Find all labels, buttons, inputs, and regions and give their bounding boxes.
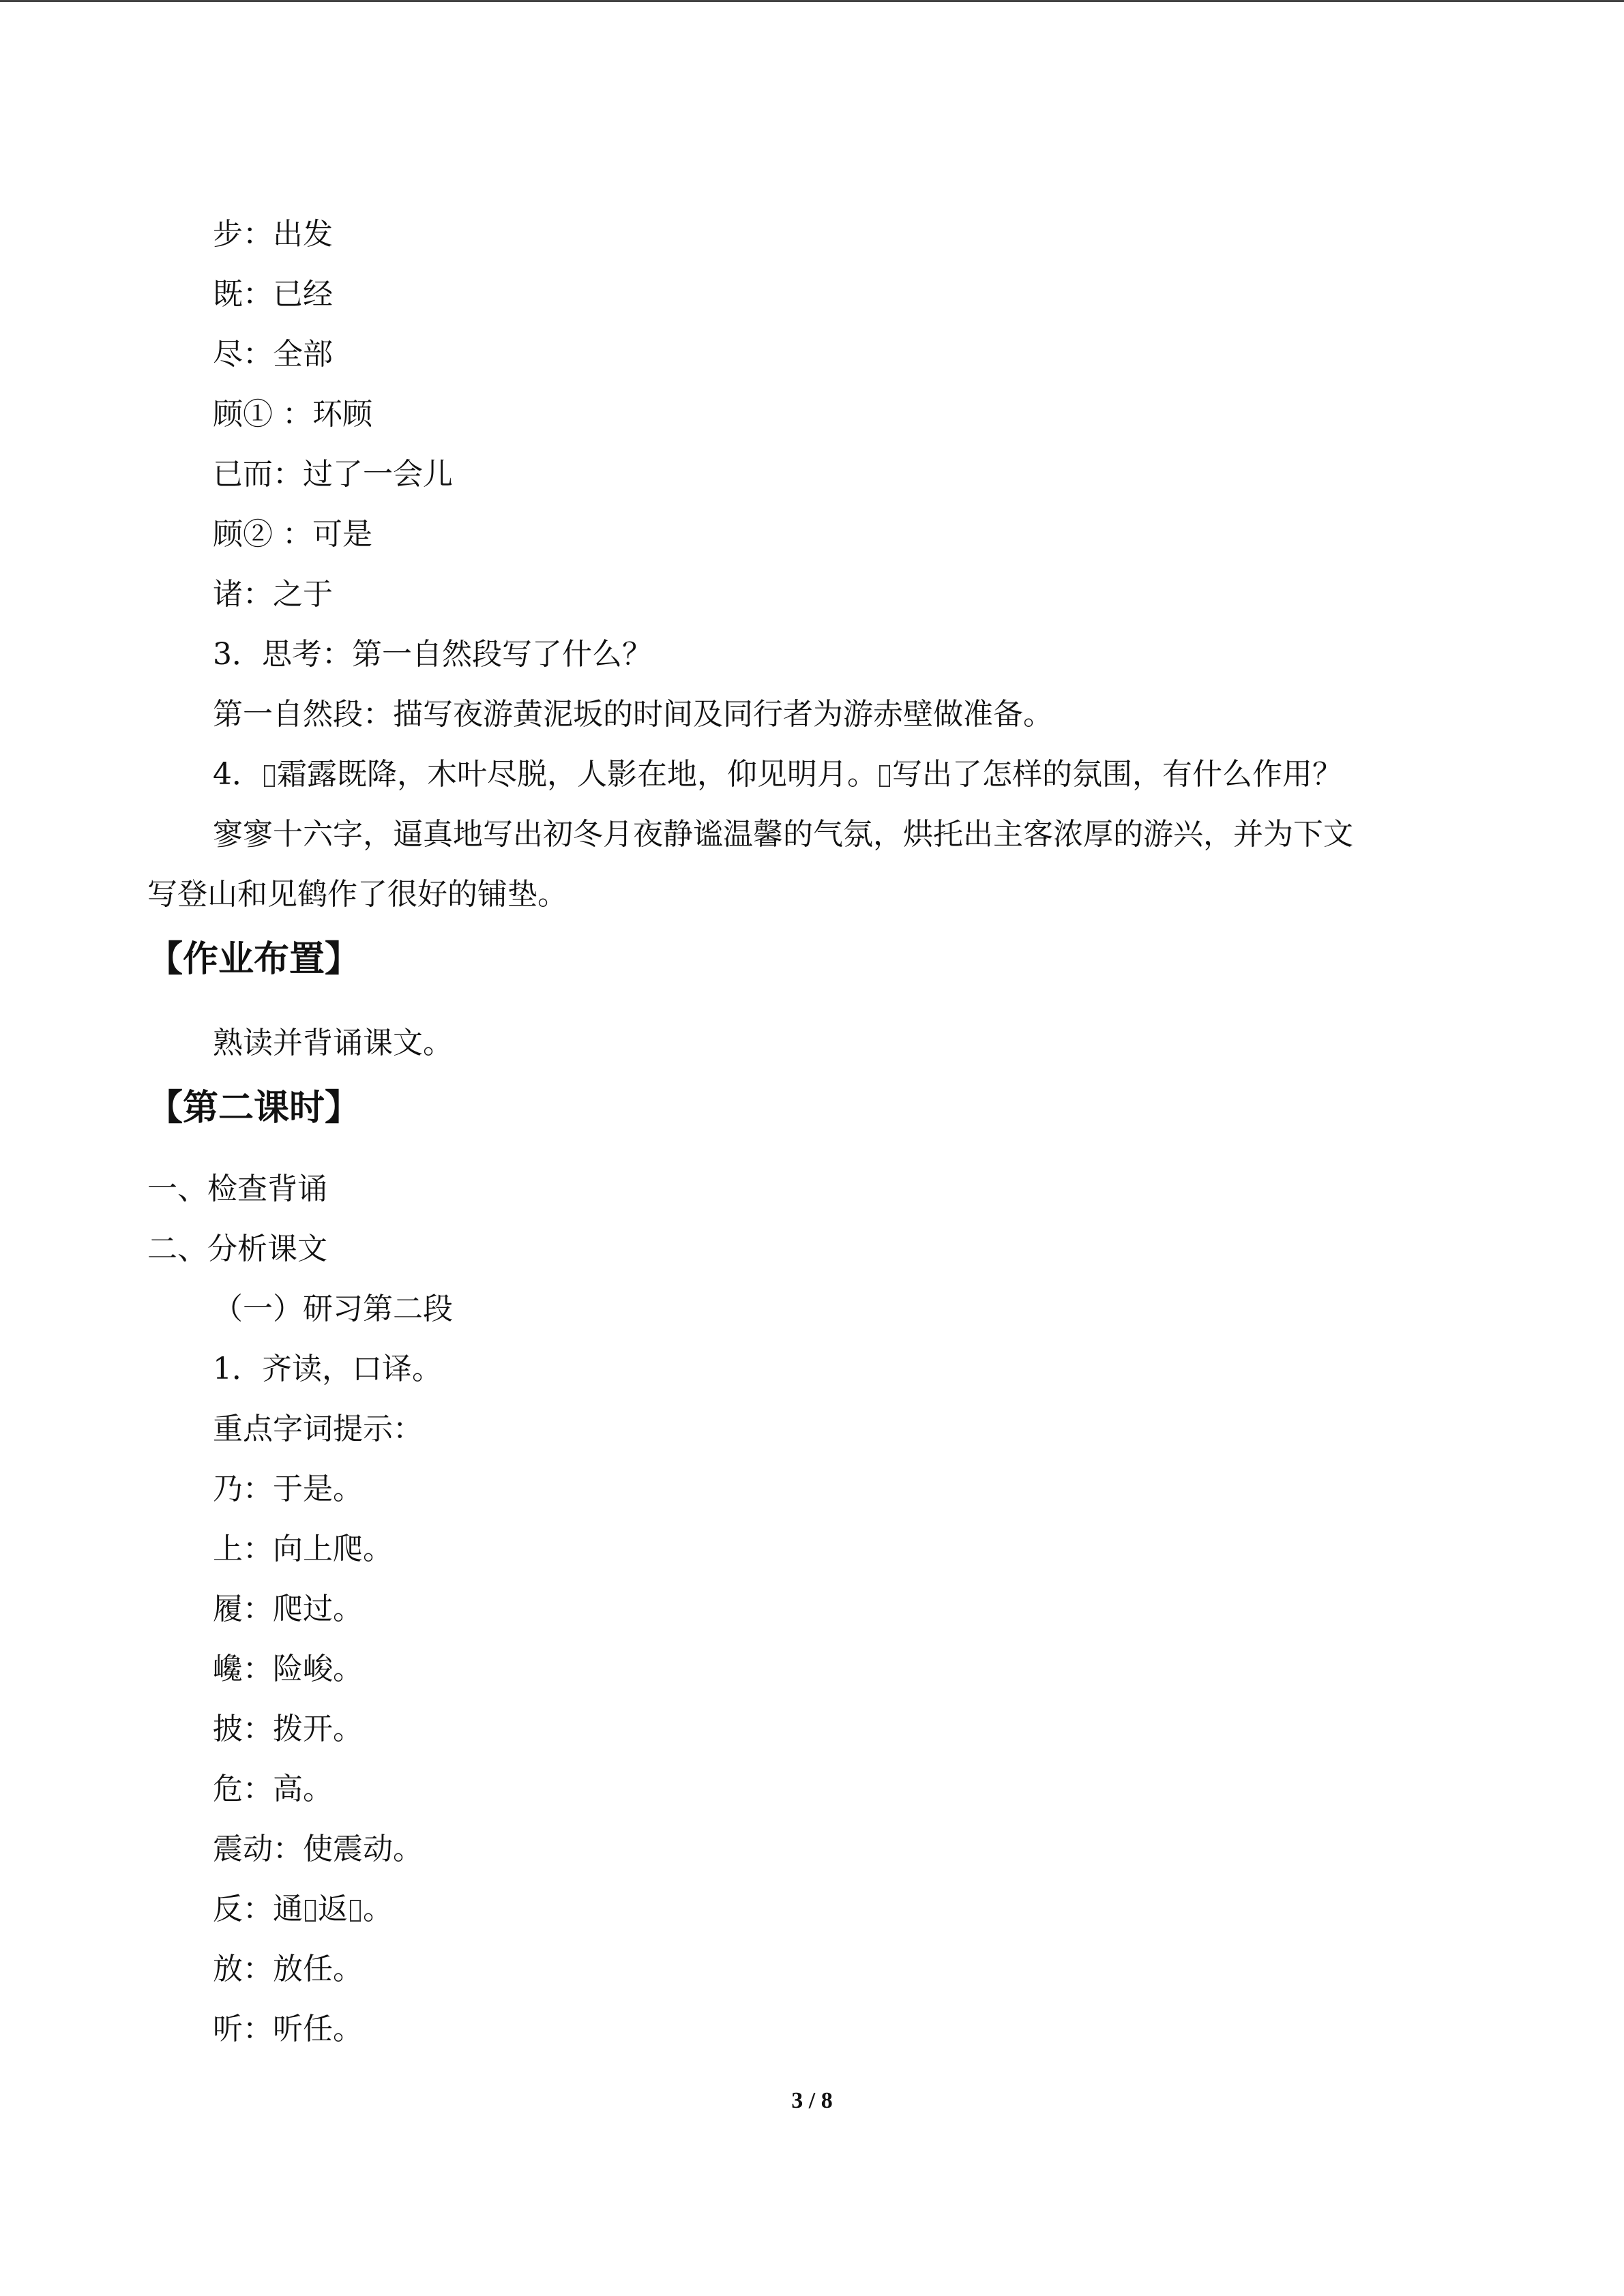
text-line: 已而：过了一会儿 xyxy=(213,457,453,492)
missing-glyph-box xyxy=(879,765,890,787)
text-line xyxy=(213,754,1342,795)
text-line xyxy=(213,1889,393,1930)
text-line: 巉：险峻。 xyxy=(213,1652,363,1686)
top-border xyxy=(0,0,1624,2)
section-heading: 【作业布置】 xyxy=(147,939,361,980)
text-line: 听：听任。 xyxy=(213,2012,363,2046)
text-line: 1．齐读，口译。 xyxy=(213,1352,442,1386)
text-line: 步：出发 xyxy=(213,217,333,252)
missing-glyph-box xyxy=(264,765,275,787)
text-line: 熟读并背诵课文。 xyxy=(213,1026,453,1060)
missing-glyph-box xyxy=(350,1900,361,1922)
section-heading: 【第二课时】 xyxy=(147,1088,361,1129)
text-line: 上：向上爬。 xyxy=(213,1532,393,1566)
text-line: 顾① ：环顾 xyxy=(213,397,372,432)
text-line: 危：高。 xyxy=(213,1772,333,1806)
text-line: 二、分析课文 xyxy=(147,1232,327,1266)
text-segment: 。 xyxy=(363,1892,393,1926)
text-line: 乃：于是。 xyxy=(213,1472,363,1506)
text-line: （一）研习第二段 xyxy=(213,1292,453,1326)
text-line: 一、检查背诵 xyxy=(147,1172,327,1206)
text-line: 披：拨开。 xyxy=(213,1712,363,1746)
text-line: 寥寥十六字，逼真地写出初冬月夜静谧温馨的气氛，烘托出主客浓厚的游兴，并为下文 xyxy=(213,817,1353,852)
text-line: 重点字词提示： xyxy=(213,1412,423,1446)
page-number: 3 / 8 xyxy=(791,2088,833,2113)
text-segment: 4． xyxy=(213,757,262,792)
text-segment: 返 xyxy=(318,1892,348,1926)
text-line: 放：放任。 xyxy=(213,1952,363,1986)
text-line: 震动：使震动。 xyxy=(213,1832,423,1866)
text-segment: 霜露既降，木叶尽脱，人影在地，仰见明月。 xyxy=(277,757,877,792)
text-segment: 反：通 xyxy=(213,1892,303,1926)
text-line: 尽：全部 xyxy=(213,337,333,372)
text-line: 顾② ：可是 xyxy=(213,517,372,552)
text-line: 3．思考：第一自然段写了什么？ xyxy=(213,637,652,672)
text-segment: 写出了怎样的氛围，有什么作用？ xyxy=(892,757,1342,792)
text-line: 既：已经 xyxy=(213,277,333,312)
text-line: 履：爬过。 xyxy=(213,1592,363,1626)
missing-glyph-box xyxy=(305,1900,316,1922)
text-line: 写登山和见鹤作了很好的铺垫。 xyxy=(147,877,567,912)
text-line: 诸：之于 xyxy=(213,577,333,612)
text-line: 第一自然段：描写夜游黄泥坂的时间及同行者为游赤壁做准备。 xyxy=(213,697,1053,732)
